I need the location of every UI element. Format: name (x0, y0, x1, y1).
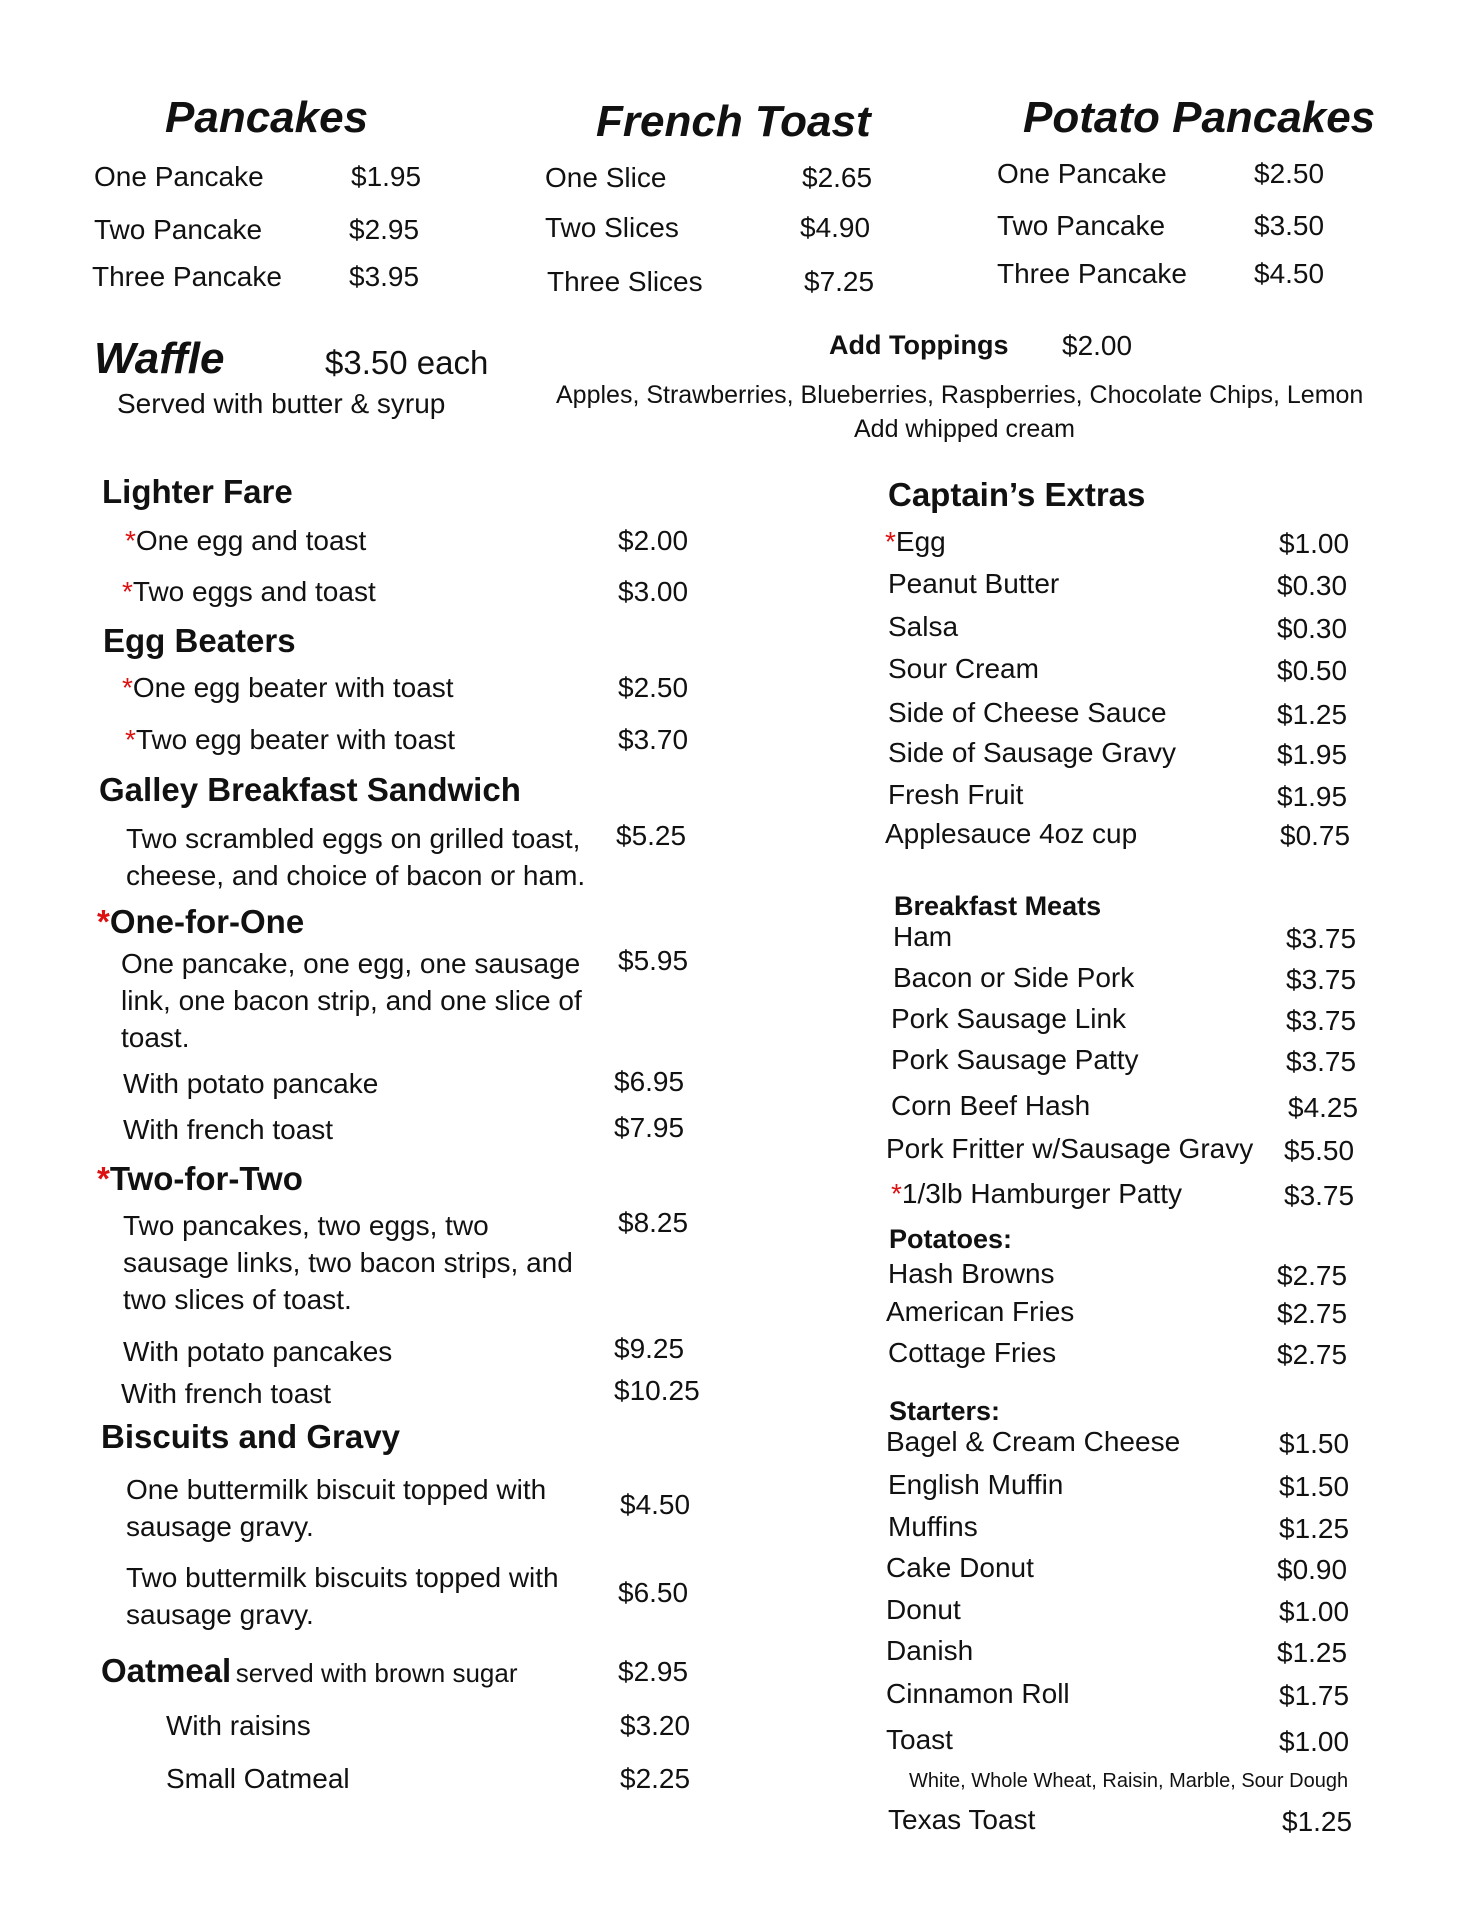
menu-item-price: $2.50 (1254, 158, 1325, 189)
menu-item-label: Pork Sausage Link (891, 1003, 1127, 1034)
menu-item-name: Three Pancake (92, 261, 282, 292)
menu-item-price: $7.25 (804, 266, 875, 297)
menu-item-price: $5.95 (618, 945, 689, 976)
toast-varieties: White, Whole Wheat, Raisin, Marble, Sour Dough (909, 1770, 1349, 1792)
menu-item-price: $2.95 (349, 214, 420, 245)
menu-item-price: $4.50 (1254, 258, 1325, 289)
potatoes-title: Potatoes: (889, 1224, 1013, 1254)
starters-title: Starters: (889, 1396, 1001, 1426)
menu-item-label: Donut (886, 1594, 961, 1625)
menu-item-label: Side of Cheese Sauce (888, 697, 1167, 728)
oatmeal-heading (101, 1652, 518, 1690)
menu-item-price: $1.50 (1279, 1428, 1350, 1459)
menu-item-price: $9.25 (614, 1333, 685, 1364)
menu-item-price: $2.75 (1277, 1260, 1348, 1291)
menu-item-name (888, 1511, 978, 1543)
menu-item-name (886, 1724, 953, 1756)
menu-item-label: Two egg beater with toast (135, 724, 455, 755)
menu-item-name (885, 526, 946, 558)
menu-item-name (891, 1044, 1138, 1076)
menu-item-name: Two Pancake (94, 214, 263, 245)
menu-item-price: $5.50 (1284, 1135, 1355, 1166)
menu-item-price: $0.75 (1280, 820, 1351, 851)
menu-item-name: With raisins (166, 1710, 311, 1741)
menu-item-name: One Pancake (94, 161, 264, 192)
pancakes-title: Pancakes (165, 93, 369, 142)
menu-item-price: $2.95 (618, 1656, 689, 1687)
menu-item-label: Peanut Butter (888, 568, 1060, 599)
required-marker: * (122, 576, 133, 607)
menu-item-price: $1.25 (1277, 1637, 1348, 1668)
biscuits-title: Biscuits and Gravy (101, 1418, 400, 1455)
menu-item-price: $3.00 (618, 576, 689, 607)
menu-item-price: $3.20 (620, 1710, 691, 1741)
toppings-list: Apples, Strawberries, Blueberries, Raspberries, Chocolate Chips, Lemon (556, 381, 1364, 409)
menu-item-price: $3.95 (349, 261, 420, 292)
menu-item-name: With potato pancake (123, 1068, 379, 1099)
one-for-one-title (97, 903, 304, 941)
menu-item-label: American Fries (886, 1296, 1075, 1327)
menu-item-name (888, 1469, 1063, 1501)
menu-item-price: $2.65 (802, 162, 873, 193)
menu-item-label: Egg (895, 526, 946, 557)
breakfast-meats-title: Breakfast Meats (894, 891, 1102, 921)
menu-item-label: One egg and toast (135, 525, 367, 556)
menu-item-name (888, 697, 1167, 729)
menu-item-price: $1.00 (1279, 1726, 1350, 1757)
menu-item-label: Salsa (888, 611, 959, 642)
menu-item-name (888, 737, 1176, 769)
menu-item-label: Ham (893, 921, 953, 952)
menu-item-name (125, 724, 455, 756)
menu-item-name (122, 672, 454, 704)
menu-item-price: $7.95 (614, 1112, 685, 1143)
menu-item-price: $3.75 (1286, 1046, 1357, 1077)
required-marker: * (885, 526, 896, 557)
menu-item-price: $3.70 (618, 724, 689, 755)
two-for-two-title (97, 1160, 303, 1198)
menu-item-name: Three Slices (547, 266, 703, 297)
menu-item-label: Side of Sausage Gravy (888, 737, 1176, 768)
menu-item-price: $0.50 (1277, 655, 1348, 686)
menu-item-price: $3.50 (1254, 210, 1325, 241)
menu-item-label: Toast (886, 1724, 953, 1755)
menu-item-label: Cinnamon Roll (886, 1678, 1070, 1709)
menu-item-name (888, 568, 1059, 600)
menu-item-price: $4.50 (620, 1489, 691, 1520)
menu-item-price: $3.75 (1284, 1180, 1355, 1211)
menu-item-price: $3.75 (1286, 1005, 1357, 1036)
menu-item-name (122, 576, 376, 608)
menu-item-name: With potato pancakes (123, 1336, 393, 1367)
menu-item-price: $6.95 (614, 1066, 685, 1097)
menu-item-name (888, 1337, 1056, 1369)
one-for-one-label: One-for-One (109, 903, 305, 940)
menu-item-name (888, 779, 1023, 811)
menu-item-label: Fresh Fruit (888, 779, 1024, 810)
menu-item-label: 1/3lb Hamburger Patty (901, 1178, 1183, 1209)
menu-item-label: Danish (886, 1635, 974, 1666)
galley-title: Galley Breakfast Sandwich (99, 771, 521, 808)
menu-item-price: $0.30 (1277, 613, 1348, 644)
menu-item-price: $4.90 (800, 212, 871, 243)
menu-item-price: $2.25 (620, 1763, 691, 1794)
menu-item-label: One egg beater with toast (132, 672, 454, 703)
menu-item-price: $5.25 (616, 820, 687, 851)
menu-item-label: Hash Browns (888, 1258, 1055, 1289)
required-marker: * (125, 525, 136, 556)
menu-item-price: $2.50 (618, 672, 689, 703)
menu-item-price: $3.75 (1286, 964, 1357, 995)
menu-item-label: Pork Sausage Patty (891, 1044, 1139, 1075)
menu-item-name (125, 525, 366, 557)
menu-item-price: $1.50 (1279, 1471, 1350, 1502)
menu-item-price: $0.90 (1277, 1554, 1348, 1585)
potato-pancakes-title: Potato Pancakes (1023, 93, 1376, 142)
toppings-price: $2.00 (1062, 330, 1133, 361)
menu-item-label: Bacon or Side Pork (893, 962, 1135, 993)
menu-item-name: Small Oatmeal (166, 1763, 350, 1794)
menu-item-price: $2.00 (618, 525, 689, 556)
lighter-fare-title: Lighter Fare (102, 473, 293, 510)
menu-item-price: $1.75 (1279, 1680, 1350, 1711)
menu-item-name: Three Pancake (997, 258, 1187, 289)
waffle-price: $3.50 each (325, 344, 489, 381)
menu-item-price: $1.95 (351, 161, 422, 192)
menu-item-label: Two eggs and toast (132, 576, 376, 607)
menu-item-name: Two Pancake (997, 210, 1166, 241)
galley-desc: Two scrambled eggs on grilled toast, cheese, and choice of bacon or ham. (126, 823, 586, 891)
menu-item-label: Muffins (888, 1511, 978, 1542)
menu-item-label: Corn Beef Hash (891, 1090, 1091, 1121)
menu-item-name (886, 1678, 1070, 1710)
captains-extras-title: Captain’s Extras (888, 476, 1146, 513)
menu-item-price: $1.00 (1279, 528, 1350, 559)
menu-item-price: $2.75 (1277, 1339, 1348, 1370)
menu-item-name (888, 653, 1039, 685)
menu-item-name (891, 1178, 1182, 1210)
menu-item-price: $1.25 (1282, 1806, 1353, 1837)
french-toast-title: French Toast (596, 97, 871, 146)
two-for-two-label: Two-for-Two (109, 1160, 303, 1197)
menu-item-name: With french toast (123, 1114, 334, 1145)
menu-item-name (893, 921, 952, 953)
one-for-one-desc: One pancake, one egg, one sausage link, one bacon strip, and one slice of toast. (121, 948, 582, 1053)
menu-item-name (886, 1296, 1074, 1328)
menu-item-price: $0.30 (1277, 570, 1348, 601)
menu-item-label: Cottage Fries (888, 1337, 1057, 1368)
menu-item-price: $3.75 (1286, 923, 1357, 954)
menu-item-label: Sour Cream (888, 653, 1039, 684)
menu-item-label: Bagel & Cream Cheese (886, 1426, 1181, 1457)
menu-item-label: Cake Donut (886, 1552, 1034, 1583)
menu-item-name (886, 1594, 961, 1626)
toppings-extra: Add whipped cream (854, 415, 1075, 443)
menu-item-price: $1.25 (1277, 699, 1348, 730)
menu-item-name: Texas Toast (888, 1804, 1036, 1835)
required-marker: * (125, 724, 136, 755)
menu-item-name (886, 1635, 973, 1667)
menu-item-label: Applesauce 4oz cup (885, 818, 1138, 849)
menu-item-name (885, 818, 1137, 850)
menu-item-price: $2.75 (1277, 1298, 1348, 1329)
menu-item-price: $1.95 (1277, 781, 1348, 812)
menu-item-label: English Muffin (888, 1469, 1064, 1500)
waffle-title: Waffle (94, 334, 225, 383)
menu-item-price: $1.95 (1277, 739, 1348, 770)
menu-item-name (886, 1133, 1253, 1165)
biscuits-desc: One buttermilk biscuit topped with sausage gravy. (126, 1474, 547, 1542)
menu-item-name: One Slice (545, 162, 667, 193)
waffle-note: Served with butter & syrup (117, 388, 446, 419)
oatmeal-note: served with brown sugar (235, 1658, 518, 1688)
toppings-label: Add Toppings (829, 330, 1009, 360)
biscuits-desc: Two buttermilk biscuits topped with sausage gravy. (126, 1562, 559, 1630)
menu-item-name (891, 1090, 1090, 1122)
menu-item-price: $8.25 (618, 1207, 689, 1238)
menu-item-name (888, 611, 958, 643)
required-marker: * (97, 1160, 110, 1197)
menu-item-name: With french toast (121, 1378, 332, 1409)
oatmeal-title: Oatmeal (101, 1652, 232, 1689)
menu-item-name (891, 1003, 1126, 1035)
menu-item-name (886, 1426, 1180, 1458)
required-marker: * (122, 672, 133, 703)
menu-item-name (886, 1552, 1034, 1584)
menu-item-name (893, 962, 1134, 994)
menu-item-price: $6.50 (618, 1577, 689, 1608)
required-marker: * (891, 1178, 902, 1209)
required-marker: * (97, 903, 110, 940)
menu-item-name: One Pancake (997, 158, 1167, 189)
menu-item-name: Two Slices (545, 212, 679, 243)
egg-beaters-title: Egg Beaters (103, 622, 296, 659)
menu-item-label: Pork Fritter w/Sausage Gravy (886, 1133, 1254, 1164)
menu-item-price: $1.25 (1279, 1513, 1350, 1544)
menu-item-price: $4.25 (1288, 1092, 1359, 1123)
menu-item-price: $10.25 (614, 1375, 700, 1406)
menu-item-name (888, 1258, 1055, 1290)
two-for-two-desc: Two pancakes, two eggs, two sausage links, two bacon strips, and two slices of toast. (123, 1210, 573, 1315)
menu-item-price: $1.00 (1279, 1596, 1350, 1627)
